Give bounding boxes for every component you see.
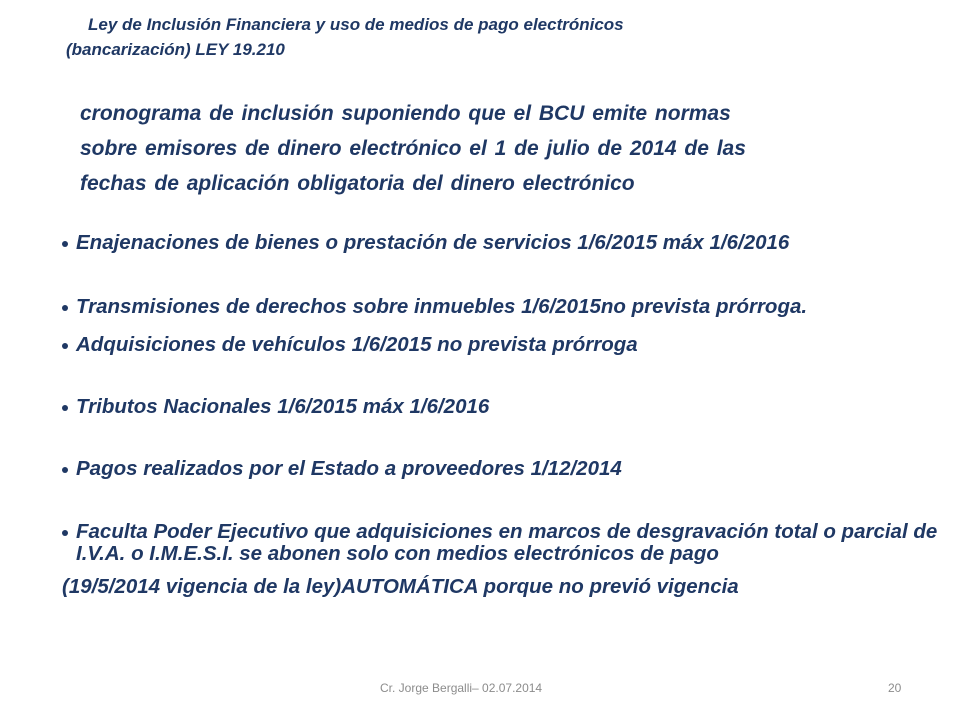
bullet-text: Pagos realizados por el Estado a proveedores 1/12/2014	[76, 457, 622, 480]
bullet-item	[62, 521, 952, 598]
subtitle-line-3: fechas de aplicación obligatoria del dinero electrónico	[80, 172, 635, 195]
bullet-dot-icon	[62, 343, 68, 349]
bullet-text: Adquisiciones de vehículos 1/6/2015 no prevista prórroga	[76, 333, 638, 356]
bullet-text: Faculta Poder Ejecutivo que adquisiciones en marcos de desgravación total o parcial de I.V.A. o I.M.E.S.I. se abonen solo con medios electrónicos de pago	[76, 520, 938, 565]
bullet-dot-icon	[62, 305, 68, 311]
bullet-item	[62, 334, 952, 356]
bullet-item	[62, 396, 952, 418]
slide-title	[66, 12, 866, 62]
bullet-dot-icon	[62, 530, 68, 536]
title-line-1: Ley de Inclusión Financiera y uso de medios de pago electrónicos	[88, 15, 624, 34]
bullet-item	[62, 458, 952, 480]
subtitle-line-1: cronograma de inclusión suponiendo que el BCU emite normas	[80, 102, 731, 125]
bullet-text: Transmisiones de derechos sobre inmuebles 1/6/2015no prevista prórroga.	[76, 295, 808, 318]
bullet-dot-icon	[62, 241, 68, 247]
bullet-dot-icon	[62, 405, 68, 411]
slide-subtitle	[80, 96, 900, 201]
bullet-item	[62, 296, 952, 318]
subtitle-line-2: sobre emisores de dinero electrónico el 1 de julio de 2014 de las	[80, 137, 746, 160]
bullet-text: Enajenaciones de bienes o prestación de servicios 1/6/2015 máx 1/6/2016	[76, 231, 790, 254]
title-line-2: (bancarización) LEY 19.210	[66, 40, 285, 59]
bullet-list	[62, 222, 952, 598]
bullet-text: Tributos Nacionales 1/6/2015 máx 1/6/2016	[76, 395, 490, 418]
bullet-item	[62, 232, 952, 254]
footer-author: Cr. Jorge Bergalli– 02.07.2014	[380, 681, 543, 695]
bullet-continuation: (19/5/2014 vigencia de la ley)AUTOMÁTICA porque no previó vigencia	[62, 575, 739, 598]
page-number: 20	[888, 681, 902, 695]
bullet-dot-icon	[62, 467, 68, 473]
